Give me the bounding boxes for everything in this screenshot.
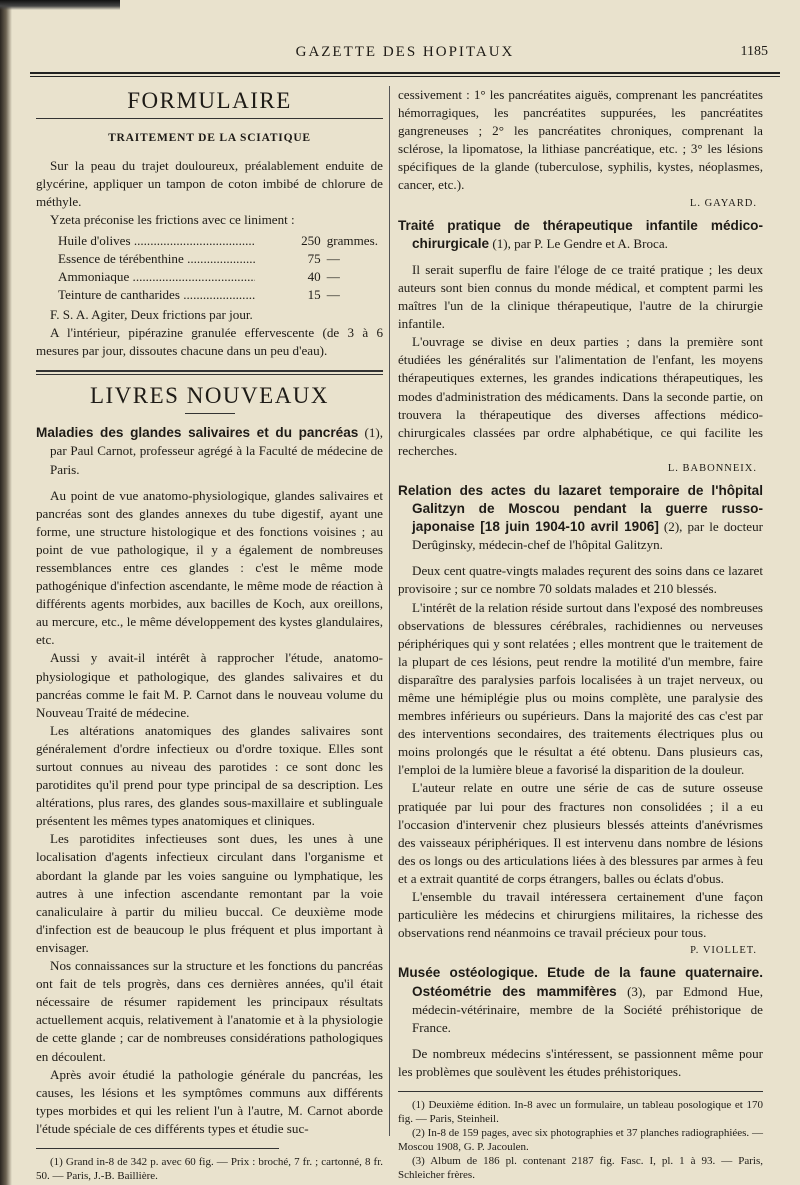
recipe-ingredient: Ammoniaque ..... xyxy=(58,268,255,286)
review-paragraph: L'auteur relate en outre une série de cas de suture osseuse pratiquée par lui pour des fractures non consolidées ; il a eu l'occasion d'intervenir chez plusieurs blessés atteints d'anévrismes des vaisseaux périphériques. Il est intervenu dans nombre de lésions des os longs ou des articulations liées à des blessures par armes à feu et a extrait quantité de corps étrangers, balles ou éclats d'obus. xyxy=(398,780,763,886)
review-paragraph: Les altérations anatomiques des glandes salivaires sont généralement d'ordre infectieux ou d'ordre toxique. Elles sont surtout connues au niveau des parotides : ce sont donc les parotidites qu'il prend pour type principal de sa description. Les altérations, plus rares, des glandes sous-maxillaire et sublinguale présentent les mêmes types anatomiques et cliniques. xyxy=(36,722,383,829)
review-paragraph: L'ensemble du travail intéressera certainement d'une façon particulière les médecins et chirurgiens militaires, la richesse des observations rend néanmoins ce travail précieux pour tous. xyxy=(398,889,763,941)
recipe-unit: grammes. xyxy=(326,232,378,248)
review-signature: L. GAYARD. xyxy=(689,197,757,209)
review-paragraph: Il serait superflu de faire l'éloge de ce traité pratique ; les deux auteurs sont bien connus du monde médical, et comptent parmi les maîtres l'un de la clinique thérapeutique, l'autre de la chirurgie infantile. xyxy=(398,261,763,332)
recipe-ingredient: Essence de térébenthine ..... xyxy=(58,250,255,268)
header-rule xyxy=(30,72,780,77)
book-byline: (3), par Edmond Hue, médecin-vétérinaire, membre de la Société préhistorique de France. xyxy=(412,983,763,1035)
review-paragraph: Nos connaissances sur la structure et les fonctions du pancréas ont fait de tels progrès, dans ces dernières années, qu'il était nécessaire de résumer rapidement les principaux résultats actuellement acquis, relativement à l'anatomie et à la physiologie de cette glande ; car de nombreuses considérations pathologiques en découlent. xyxy=(36,958,383,1064)
footnote: (1) Deuxième édition. In-8 avec un formulaire, un tableau posologique et 170 fig. — Paris, Steinheil. xyxy=(398,1098,763,1125)
recipe-quantity: 40 xyxy=(255,268,327,286)
review-paragraph: L'ouvrage se divise en deux parties ; dans la première sont étudiées les généralités sur l'alimentation de l'enfant, les moyens thérapeutiques externes, les grandes indications thérapeutiques, les modes d'administration des médicaments. Dans la seconde partie, on trouvera la thérapeutique des diverses affections médico-chirurgicales classées par ordre alphabétique, ce qui facilite les recherches. xyxy=(398,334,763,458)
book-byline: (1), par Paul Carnot, professeur agrégé à la Faculté de médecine de Paris. xyxy=(50,425,383,477)
footnote: (2) In-8 de 159 pages, avec six photographies et 37 planches radiographiées. — Moscou 1908, G. P. Jacoulen. xyxy=(398,1126,763,1153)
livres-short-rule xyxy=(185,413,235,414)
recipe-unit: — xyxy=(326,268,340,284)
formulaire-paragraph: Yzeta préconise les frictions avec ce liniment : xyxy=(50,212,295,228)
formulaire-paragraph: A l'intérieur, pipérazine granulée effervescente (de 3 à 6 mesures par jour, dissoutes chacune dans un peu d'eau). xyxy=(36,325,383,359)
footnote-rule xyxy=(398,1091,763,1092)
journal-title: GAZETTE DES HOPITAUX xyxy=(295,44,515,60)
book-byline: (1), par P. Le Gendre et A. Broca. xyxy=(492,235,668,251)
review-paragraph: cessivement : 1° les pancréatites aiguës, comprenant les pancréatites hémorragiques, les pancréatites suppurées, les pancréatites gangreneuses ; 2° les pancréatites chroniques, comprenant la sclérose, la lipomatose, la lithiase pancréatique, etc. ; 3° les lésions spécifiques de la glande (tuberculose, syphilis, kystes, néoplasmes, cancer, etc.). xyxy=(398,87,763,193)
recipe-line xyxy=(58,268,383,286)
review-paragraph: Deux cent quatre-vingts malades reçurent des soins dans ce lazaret provisoire ; sur ce nombre 70 soldats malades et 210 blessés. xyxy=(398,563,763,597)
recipe-quantity: 15 xyxy=(255,286,327,304)
recipe-line xyxy=(58,250,383,268)
review-paragraph: Aussi y avait-il intérêt à rapprocher l'étude, anatomo-physiologique et pathologique, des glandes salivaires et du pancréas comme le fait M. P. Carnot dans le nouveau volume du Nouveau Traité de médecine. xyxy=(36,650,383,720)
book-title: Traité pratique de thérapeutique infantile médico-chirurgicale xyxy=(398,217,763,251)
recipe-ingredient: Huile d'olives ..... xyxy=(58,232,255,250)
book-title: Relation des actes du lazaret temporaire de l'hôpital Galitzyn de Moscou pendant la guerre russo-japonaise [18 juin 1904-10 avril 1906] xyxy=(398,482,763,535)
footnote: (1) Grand in-8 de 342 p. avec 60 fig. — Prix : broché, 7 fr. ; cartonné, 8 fr. 50. — Paris, J.-B. Baillière. xyxy=(36,1155,383,1182)
right-column xyxy=(398,86,763,1182)
formulaire-subtitle: TRAITEMENT DE LA SCIATIQUE xyxy=(108,132,311,145)
recipe-unit: — xyxy=(326,286,340,302)
review-signature: L. BABONNEIX. xyxy=(667,462,757,474)
page-corner-shadow xyxy=(0,0,120,10)
book-entry-title xyxy=(398,482,763,554)
page-binding-edge xyxy=(0,0,12,1185)
review-paragraph: L'intérêt de la relation réside surtout dans l'exposé des nombreuses observations de blessures cérébrales, rachidiennes ou nerveuses périphériques qui y sont relatées ; elles montrent que le traitement de la plupart de ces lésions, peut rendre la motilité d'un membre, faire disparaître des paralysies parfois localisées à un trajet nerveux, ou même une hémiplégie plus ou moins complète, une paralysie des membres inférieurs ou supérieurs. Dans la majorité des cas c'est par des interventions secondaires, des traitements électriques plus ou moins prolongés que le résultat a été obtenu. Dans plusieurs cas, l'emploi de la lumière bleue a favorisé la disparition de la douleur. xyxy=(398,599,763,778)
column-divider xyxy=(389,86,390,1136)
livres-title: LIVRES NOUVEAUX xyxy=(89,383,330,409)
review-paragraph: Au point de vue anatomo-physiologique, glandes salivaires et pancréas sont des glandes annexes du tube digestif, ayant une forme, une structure histologique et des fonctions voisines ; au point de vue pathologique, il y a également de nombreuses ressemblances entre ces glandes : c'est le même mode pathogénique d'infection ascendante, le même mode de réaction à différents agents morbides, aux bacilles de Koch, aux oreillons, au mercure, etc., le même développement des kystes glandulaires, etc. xyxy=(36,487,383,648)
book-title: Musée ostéologique. Etude de la faune quaternaire. Ostéométrie des mammifères xyxy=(398,965,763,999)
recipe-unit: — xyxy=(326,250,340,266)
recipe-quantity: 250 xyxy=(255,232,327,250)
formulaire-rule xyxy=(36,118,383,119)
formulaire-paragraph: F. S. A. Agiter, Deux frictions par jour. xyxy=(50,306,253,322)
book-entry-title xyxy=(398,964,763,1036)
recipe-ingredient: Teinture de cantharides ..... xyxy=(58,286,255,304)
formulaire-paragraph: Sur la peau du trajet douloureux, préalablement enduite de glycérine, appliquer un tampon de coton imbibé de chlorure de méthyle. xyxy=(36,158,383,210)
book-byline: (2), par le docteur Derûginsky, médecin-chef de l'hôpital Galitzyn. xyxy=(412,519,763,553)
recipe-line xyxy=(58,286,383,304)
page-number: 1185 xyxy=(740,44,768,59)
recipe-quantity: 75 xyxy=(255,250,327,268)
footnote: (3) Album de 186 pl. contenant 2187 fig. Fasc. I, pl. 1 à 93. — Paris, Schleicher frères. xyxy=(398,1154,763,1181)
review-paragraph: De nombreux médecins s'intéressent, se passionnent même pour les problèmes que soulèvent les études préhistoriques. xyxy=(398,1045,763,1079)
book-entry-title xyxy=(36,424,383,478)
book-entry-title xyxy=(398,217,763,253)
footnote-rule xyxy=(36,1148,279,1149)
left-column xyxy=(36,86,383,1183)
review-signature: P. VIOLLET. xyxy=(690,945,757,957)
review-paragraph: Les parotidites infectieuses sont dues, les unes à une localisation d'agents infectieux circulant dans l'organisme et abordant la glande par les voies sanguine ou lymphatique, les autres à une infection ascendante remontant par la voie canaliculaire à partir du milieu buccal. Ce deuxième mode d'infection est de beaucoup le plus fréquent et plus important à envisager. xyxy=(36,831,383,955)
formulaire-title: FORMULAIRE xyxy=(127,88,292,113)
book-title: Maladies des glandes salivaires et du pancréas xyxy=(36,425,359,441)
page-header xyxy=(30,44,780,66)
recipe-line xyxy=(58,232,383,250)
review-paragraph: Après avoir étudié la pathologie générale du pancréas, les causes, les lésions et les symptômes communs aux différents types morbides et qui les relient l'un à l'autre, M. Carnot aborde l'étude spéciale de ces différents types et étudie suc- xyxy=(36,1066,383,1136)
recipe-list xyxy=(58,232,383,304)
section-double-rule xyxy=(36,370,383,375)
